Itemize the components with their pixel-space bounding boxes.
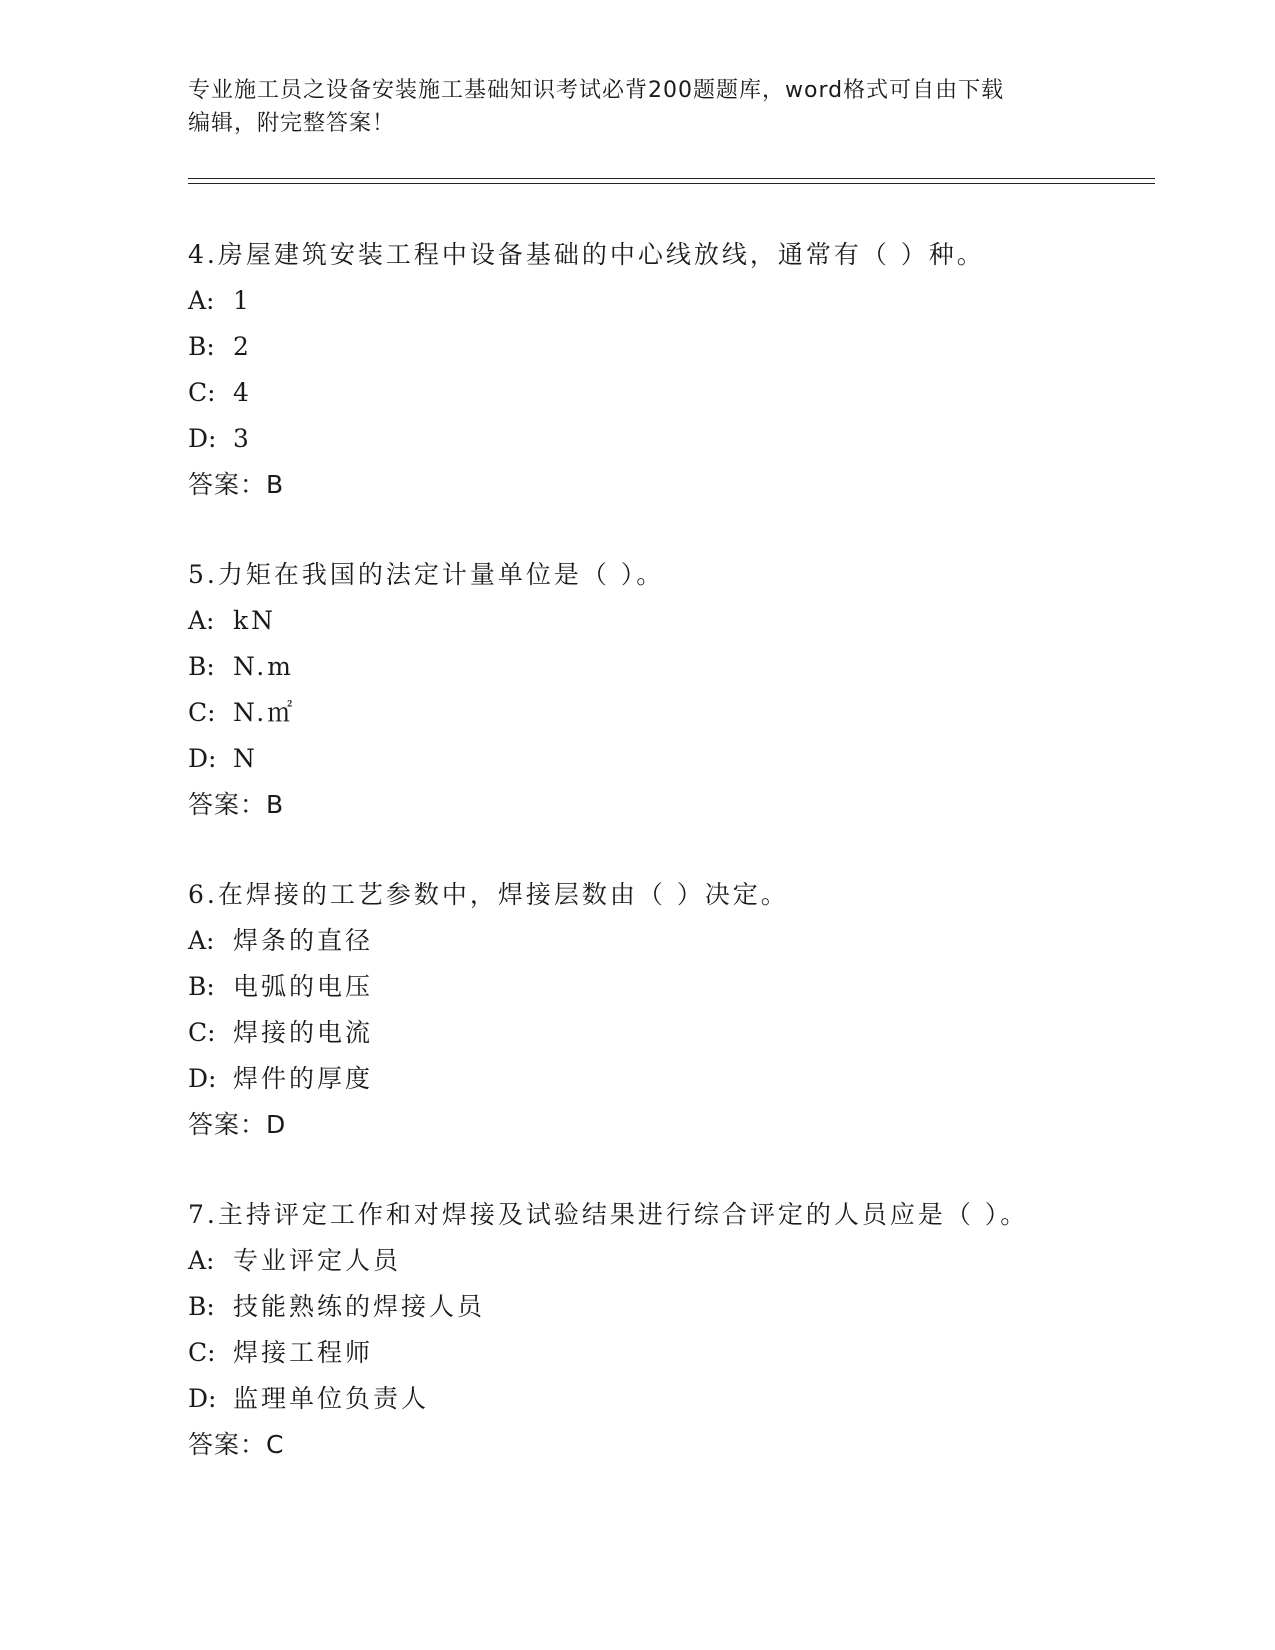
option-text: 3 [233, 424, 252, 453]
option-c [188, 1330, 1148, 1376]
question-block [188, 1192, 1148, 1468]
answer-line: 答案：B [188, 790, 285, 819]
option-text: N.㎡ [233, 698, 296, 727]
option-d [188, 1376, 1148, 1422]
option-letter: A: [188, 926, 215, 955]
option-d [188, 416, 1148, 462]
option-a [188, 1238, 1148, 1284]
option-text: 4 [233, 378, 252, 407]
option-text: 1 [233, 286, 252, 315]
document-header [188, 74, 1088, 140]
header-line-1: 专业施工员之设备安装施工基础知识考试必背200题题库，word格式可自由下载 [188, 78, 1005, 103]
option-letter: C: [188, 1338, 216, 1367]
option-b [188, 644, 1148, 690]
question-stem: 5.力矩在我国的法定计量单位是（ ）。 [188, 560, 665, 589]
option-letter: A: [188, 606, 215, 635]
option-letter: B: [188, 332, 215, 361]
option-letter: D: [188, 744, 217, 773]
option-letter: C: [188, 698, 216, 727]
question-block [188, 872, 1148, 1148]
option-text: 专业评定人员 [233, 1246, 402, 1275]
header-divider-bottom [188, 183, 1155, 184]
option-text: 焊条的直径 [233, 926, 374, 955]
answer-line: 答案：B [188, 470, 285, 499]
option-letter: A: [188, 1246, 215, 1275]
option-text: 监理单位负责人 [233, 1384, 430, 1413]
option-d [188, 1056, 1148, 1102]
question-stem: 6.在焊接的工艺参数中，焊接层数由（ ）决定。 [188, 880, 789, 909]
option-text: 焊接工程师 [233, 1338, 374, 1367]
option-text: N.m [233, 652, 294, 681]
option-text: N [233, 744, 258, 773]
option-text: 焊件的厚度 [233, 1064, 374, 1093]
option-c [188, 690, 1148, 736]
option-b [188, 964, 1148, 1010]
question-stem: 7.主持评定工作和对焊接及试验结果进行综合评定的人员应是（ ）。 [188, 1200, 1029, 1229]
question-block [188, 232, 1148, 508]
answer-line: 答案：C [188, 1430, 285, 1459]
header-divider-top [188, 178, 1155, 179]
option-text: kN [233, 606, 277, 635]
option-letter: C: [188, 1018, 216, 1047]
option-letter: B: [188, 1292, 215, 1321]
header-line-2: 编辑，附完整答案！ [188, 111, 396, 136]
option-letter: D: [188, 1384, 217, 1413]
option-text: 焊接的电流 [233, 1018, 374, 1047]
option-a [188, 598, 1148, 644]
option-letter: D: [188, 1064, 217, 1093]
answer-line: 答案：D [188, 1110, 287, 1139]
option-b [188, 1284, 1148, 1330]
option-c [188, 1010, 1148, 1056]
option-letter: D: [188, 424, 217, 453]
option-c [188, 370, 1148, 416]
option-d [188, 736, 1148, 782]
option-letter: B: [188, 972, 215, 1001]
option-text: 2 [233, 332, 252, 361]
question-stem: 4.房屋建筑安装工程中设备基础的中心线放线，通常有（ ）种。 [188, 240, 985, 269]
option-text: 电弧的电压 [233, 972, 374, 1001]
option-b [188, 324, 1148, 370]
option-a [188, 918, 1148, 964]
option-letter: C: [188, 378, 216, 407]
option-a [188, 278, 1148, 324]
option-letter: A: [188, 286, 215, 315]
question-block [188, 552, 1148, 828]
option-text: 技能熟练的焊接人员 [233, 1292, 486, 1321]
option-letter: B: [188, 652, 215, 681]
